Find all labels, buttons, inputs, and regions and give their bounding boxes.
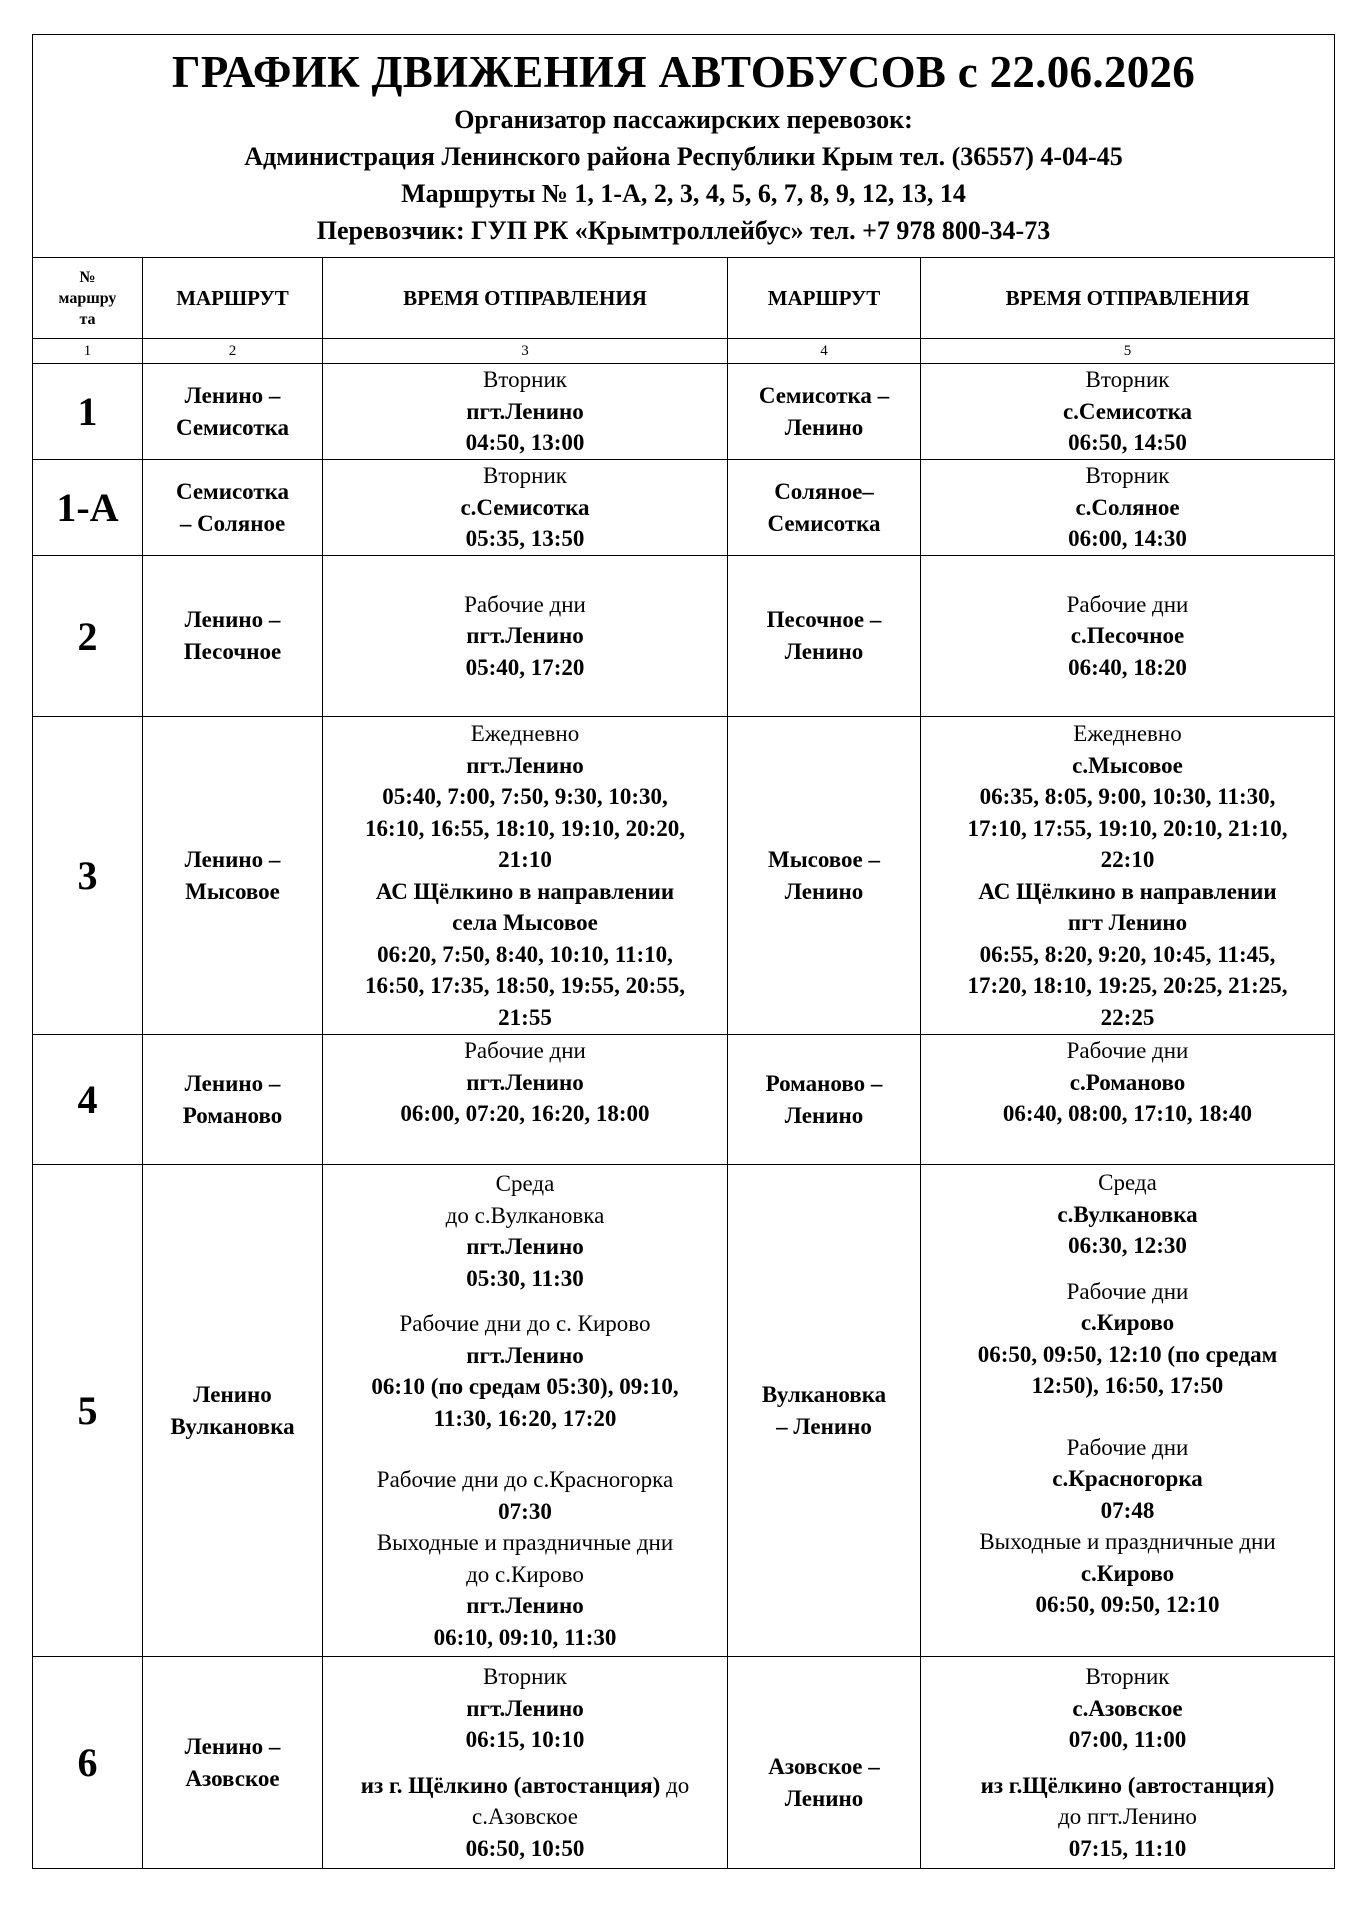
schedule-table bbox=[32, 34, 1335, 1869]
departure-times: Вторник пгт.Ленино 04:50, 13:00 bbox=[323, 364, 728, 460]
routes-list: Маршруты № 1, 1-А, 2, 3, 4, 5, 6, 7, 8, 9, 12, 13, 14 bbox=[401, 179, 966, 208]
departure-times: Вторник пгт.Ленино 06:15, 10:10 из г. Щёлкино (автостанция) до с.Азовское 06:50, 10:50 bbox=[323, 1657, 728, 1869]
route-number: 5 bbox=[33, 1165, 143, 1657]
route-name: Ленино – Азовское bbox=[143, 1657, 323, 1869]
col-index: 5 bbox=[921, 339, 1335, 364]
col-index: 3 bbox=[323, 339, 728, 364]
col-index: 2 bbox=[143, 339, 323, 364]
column-header-row bbox=[33, 258, 1335, 339]
col-index: 4 bbox=[728, 339, 921, 364]
carrier-contact: Перевозчик: ГУП РК «Крымтроллейбус» тел. +7 978 800-34-73 bbox=[316, 216, 1051, 245]
col-header-time: ВРЕМЯ ОТПРАВЛЕНИЯ bbox=[323, 258, 728, 339]
table-row bbox=[33, 1165, 1335, 1657]
col-index: 1 bbox=[33, 339, 143, 364]
departure-times-back: Вторник с.Семисотка 06:50, 14:50 bbox=[921, 364, 1335, 460]
administration-contact: Администрация Ленинского района Республики Крым тел. (36557) 4-04-45 bbox=[244, 142, 1123, 171]
departure-times-back: Ежедневно с.Мысовое 06:35, 8:05, 9:00, 10:30, 11:30, 17:10, 17:55, 19:10, 20:10, 21:10, 22:10 АС Щёлкино в направлении пгт Ленино 06:55, 8:20, 9:20, 10:45, 11:45, 17:20, 18:10, 19:25, 20:25, 21:25, 22:25 bbox=[921, 717, 1335, 1035]
route-number: 3 bbox=[33, 717, 143, 1035]
route-name-back: Вулкановка – Ленино bbox=[728, 1165, 921, 1657]
route-number: 1 bbox=[33, 364, 143, 460]
route-name-back: Романово – Ленино bbox=[728, 1035, 921, 1165]
route-name-back: Азовское – Ленино bbox=[728, 1657, 921, 1869]
route-name: Ленино – Мысовое bbox=[143, 717, 323, 1035]
header-row bbox=[33, 35, 1335, 258]
route-name: Ленино Вулкановка bbox=[143, 1165, 323, 1657]
departure-times: Ежедневно пгт.Ленино 05:40, 7:00, 7:50, 9:30, 10:30, 16:10, 16:55, 18:10, 19:10, 20:20, 21:10 АС Щёлкино в направлении села Мысовое 06:20, 7:50, 8:40, 10:10, 11:10, 16:50, 17:35, 18:50, 19:55, 20:55, 21:55 bbox=[323, 717, 728, 1035]
table-row bbox=[33, 364, 1335, 460]
departure-times-back: Рабочие дни с.Романово 06:40, 08:00, 17:10, 18:40 bbox=[921, 1035, 1335, 1165]
route-name: Семисотка – Соляное bbox=[143, 460, 323, 556]
route-name-back: Мысовое – Ленино bbox=[728, 717, 921, 1035]
table-row bbox=[33, 556, 1335, 717]
route-name: Ленино – Песочное bbox=[143, 556, 323, 717]
column-index-row bbox=[33, 339, 1335, 364]
organizer-label: Организатор пассажирских перевозок: bbox=[454, 105, 913, 134]
route-number: 1-А bbox=[33, 460, 143, 556]
route-name: Ленино – Романово bbox=[143, 1035, 323, 1165]
route-name: Ленино – Семисотка bbox=[143, 364, 323, 460]
route-name-back: Песочное – Ленино bbox=[728, 556, 921, 717]
table-row bbox=[33, 717, 1335, 1035]
col-header-num: № маршру та bbox=[33, 258, 143, 339]
departure-times-back: Рабочие дни с.Песочное 06:40, 18:20 bbox=[921, 556, 1335, 717]
departure-times: Рабочие дни пгт.Ленино 05:40, 17:20 bbox=[323, 556, 728, 717]
route-number: 6 bbox=[33, 1657, 143, 1869]
header-cell bbox=[33, 35, 1335, 258]
departure-times-back: Среда с.Вулкановка 06:30, 12:30 Рабочие дни с.Кирово 06:50, 09:50, 12:10 (по средам 12:50), 16:50, 17:50 Рабочие дни с.Красногорка 07:48 Выходные и праздничные дни с.Кирово 06:50, 09:50, 12:10 bbox=[921, 1165, 1335, 1657]
departure-times-back: Вторник с.Соляное 06:00, 14:30 bbox=[921, 460, 1335, 556]
route-name-back: Семисотка – Ленино bbox=[728, 364, 921, 460]
table-row bbox=[33, 1657, 1335, 1869]
departure-times: Вторник с.Семисотка 05:35, 13:50 bbox=[323, 460, 728, 556]
col-header-time-back: ВРЕМЯ ОТПРАВЛЕНИЯ bbox=[921, 258, 1335, 339]
route-name-back: Соляное– Семисотка bbox=[728, 460, 921, 556]
departure-times-back: Вторник с.Азовское 07:00, 11:00 из г.Щёлкино (автостанция) до пгт.Ленино 07:15, 11:10 bbox=[921, 1657, 1335, 1869]
departure-times: Среда до с.Вулкановка пгт.Ленино 05:30, 11:30 Рабочие дни до с. Кирово пгт.Ленино 06:10 (по средам 05:30), 09:10, 11:30, 16:20, 17:20 Рабочие дни до с.Красногорка 07:30 Выходные и праздничные дни до с.Кирово пгт.Ленино 06:10, 09:10, 11:30 bbox=[323, 1165, 728, 1657]
departure-times: Рабочие дни пгт.Ленино 06:00, 07:20, 16:20, 18:00 bbox=[323, 1035, 728, 1165]
route-number: 2 bbox=[33, 556, 143, 717]
page-title: ГРАФИК ДВИЖЕНИЯ АВТОБУСОВ с 22.06.2026 bbox=[171, 47, 1196, 97]
table-row bbox=[33, 460, 1335, 556]
col-header-route-back: МАРШРУТ bbox=[728, 258, 921, 339]
route-number: 4 bbox=[33, 1035, 143, 1165]
col-header-route: МАРШРУТ bbox=[143, 258, 323, 339]
table-row bbox=[33, 1035, 1335, 1165]
